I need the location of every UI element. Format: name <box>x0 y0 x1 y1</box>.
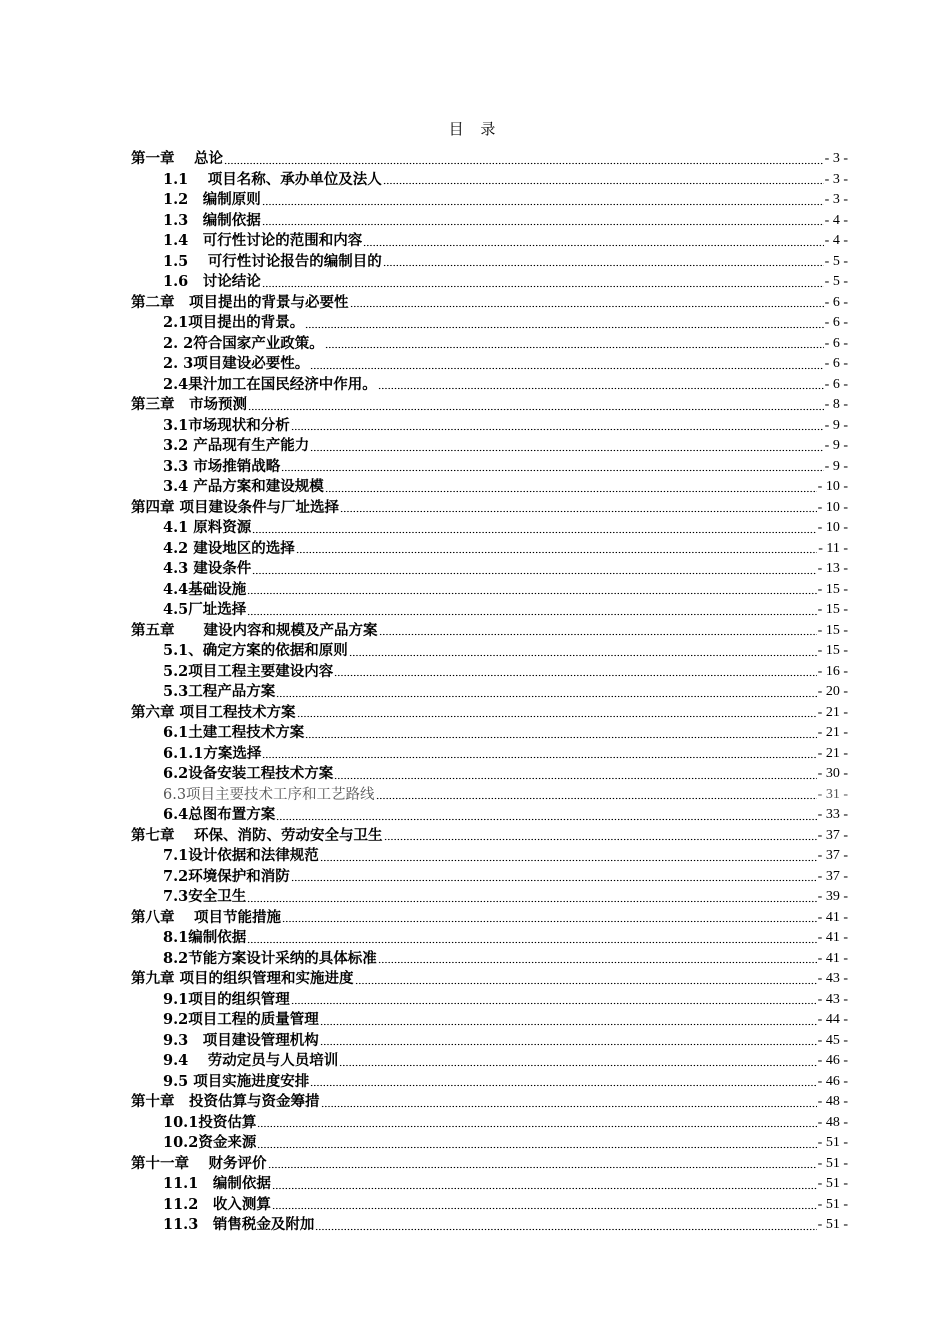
toc-entry-page-number: - 46 - <box>817 1073 848 1089</box>
toc-section-entry[interactable] <box>131 662 848 683</box>
toc-section-entry[interactable] <box>131 580 848 601</box>
toc-entry-title: 1.2 编制原则 <box>163 191 261 208</box>
toc-entry-title: 6.4总图布置方案 <box>163 806 276 823</box>
toc-dot-leader <box>349 654 817 657</box>
toc-section-entry[interactable] <box>131 928 848 949</box>
toc-dot-leader <box>297 715 817 718</box>
toc-entry-title: 7.2环境保护和消防 <box>163 867 290 885</box>
toc-entry-page-number: - 3 - <box>824 151 848 166</box>
toc-section-entry[interactable] <box>131 518 848 539</box>
toc-section-entry[interactable] <box>131 682 848 703</box>
toc-section-entry[interactable] <box>131 477 848 498</box>
toc-section-entry[interactable] <box>131 252 848 273</box>
toc-dot-leader <box>262 756 816 759</box>
toc-dot-leader <box>325 490 817 493</box>
toc-dot-leader <box>257 1146 816 1149</box>
toc-entry-page-number: - 43 - <box>817 971 848 986</box>
toc-entry-title: 5.2项目工程主要建设内容 <box>163 662 334 680</box>
toc-entry-title: 10.2资金来源 <box>163 1134 257 1151</box>
toc-entry-page-number: - 37 - <box>817 868 848 884</box>
toc-dot-leader <box>252 531 816 534</box>
toc-entry-title: 4.1 原料资源 <box>163 519 252 536</box>
toc-entry-title: 2.4果汁加工在国民经济中作用。 <box>163 375 377 393</box>
toc-entry-title: 6.3项目主要技术工序和工艺路线 <box>163 786 375 803</box>
toc-entry-title: 第三章 市场预测 <box>131 396 247 413</box>
toc-entry-page-number: - 31 - <box>817 786 848 802</box>
toc-entry-page-number: - 44 - <box>817 1012 848 1027</box>
toc-entry-page-number: - 21 - <box>817 704 848 720</box>
toc-entry-title: 1.6 讨论结论 <box>163 273 261 290</box>
toc-entry-page-number: - 3 - <box>824 192 848 207</box>
toc-dot-leader <box>262 203 824 206</box>
toc-entry-page-number: - 45 - <box>817 1032 848 1048</box>
toc-section-entry[interactable] <box>131 334 848 355</box>
toc-dot-leader <box>281 469 823 472</box>
toc-entry-title: 第六章 项目工程技术方案 <box>131 703 296 721</box>
toc-entry-title: 4.2 建设地区的选择 <box>163 539 295 557</box>
toc-section-entry[interactable] <box>131 1072 848 1093</box>
toc-section-entry[interactable] <box>131 764 848 785</box>
toc-entry-title: 11.3 销售税金及附加 <box>163 1216 315 1233</box>
toc-dot-leader <box>247 900 816 903</box>
toc-entry-page-number: - 48 - <box>817 1114 848 1130</box>
toc-dot-leader <box>384 838 817 841</box>
toc-dot-leader <box>247 613 816 616</box>
toc-entry-title: 1.5 可行性讨论报告的编制目的 <box>163 252 382 270</box>
toc-dot-leader <box>268 1166 817 1169</box>
toc-section-entry[interactable] <box>131 211 848 232</box>
toc-entry-page-number: - 51 - <box>817 1196 848 1212</box>
toc-chapter-entry[interactable] <box>131 395 848 416</box>
toc-section-entry[interactable] <box>131 375 848 396</box>
toc-dot-leader <box>315 1228 816 1231</box>
toc-chapter-entry[interactable] <box>131 826 848 847</box>
toc-entry-page-number: - 3 - <box>824 171 848 187</box>
toc-section-entry[interactable] <box>131 785 848 806</box>
toc-section-entry[interactable] <box>131 887 848 908</box>
toc-entry-title: 第十一章 财务评价 <box>131 1154 267 1172</box>
toc-entry-title: 4.5厂址选择 <box>163 601 247 618</box>
toc-entry-page-number: - 4 - <box>824 212 848 228</box>
toc-section-entry[interactable] <box>131 416 848 437</box>
toc-entry-title: 8.1编制依据 <box>163 929 247 946</box>
toc-entry-title: 9.4 劳动定员与人员培训 <box>163 1052 339 1069</box>
toc-section-entry[interactable] <box>131 600 848 621</box>
toc-entry-page-number: - 41 - <box>817 909 848 925</box>
toc-section-entry[interactable] <box>131 539 848 560</box>
toc-section-entry[interactable] <box>131 744 848 765</box>
toc-entry-page-number: - 51 - <box>817 1217 848 1232</box>
toc-entry-page-number: - 48 - <box>817 1094 848 1109</box>
toc-section-entry[interactable] <box>131 1195 848 1216</box>
toc-chapter-entry[interactable] <box>131 908 848 929</box>
table-of-contents <box>131 149 848 1236</box>
toc-entry-title: 3.4 产品方案和建设规模 <box>163 478 324 495</box>
toc-entry-page-number: - 41 - <box>817 930 848 945</box>
toc-section-entry[interactable] <box>131 1133 848 1154</box>
toc-entry-title: 2.1项目提出的背景。 <box>163 314 305 331</box>
toc-entry-title: 9.1项目的组织管理 <box>163 990 290 1008</box>
toc-dot-leader <box>310 1084 816 1087</box>
toc-section-entry[interactable] <box>131 354 848 375</box>
toc-entry-title: 1.4 可行性讨论的范围和内容 <box>163 232 363 249</box>
toc-dot-leader <box>340 510 817 513</box>
toc-dot-leader <box>272 1207 817 1210</box>
toc-entry-title: 11.1 编制依据 <box>163 1175 271 1192</box>
toc-entry-title: 第七章 环保、消防、劳动安全与卫生 <box>131 826 383 844</box>
toc-section-entry[interactable] <box>131 1113 848 1134</box>
toc-chapter-entry[interactable] <box>131 1092 848 1113</box>
toc-entry-page-number: - 37 - <box>817 848 848 863</box>
toc-entry-page-number: - 33 - <box>817 807 848 822</box>
toc-entry-page-number: - 30 - <box>817 766 848 781</box>
toc-chapter-entry[interactable] <box>131 703 848 724</box>
toc-entry-title: 2. 3项目建设必要性。 <box>163 355 310 372</box>
toc-entry-title: 4.4基础设施 <box>163 580 247 598</box>
toc-entry-page-number: - 15 - <box>817 643 848 658</box>
toc-section-entry[interactable] <box>131 559 848 580</box>
toc-entry-title: 2. 2符合国家产业政策。 <box>163 334 324 352</box>
toc-entry-page-number: - 41 - <box>817 950 848 966</box>
toc-section-entry[interactable] <box>131 1031 848 1052</box>
toc-entry-title: 3.3 市场推销战略 <box>163 457 281 475</box>
toc-entry-title: 8.2节能方案设计采纳的具体标准 <box>163 949 377 967</box>
toc-dot-leader <box>247 592 816 595</box>
toc-dot-leader <box>310 367 823 370</box>
toc-entry-page-number: - 5 - <box>824 274 848 289</box>
toc-entry-title: 第二章 项目提出的背景与必要性 <box>131 293 349 311</box>
toc-entry-page-number: - 10 - <box>817 520 848 535</box>
toc-chapter-entry[interactable] <box>131 293 848 314</box>
toc-entry-title: 9.3 项目建设管理机构 <box>163 1031 319 1049</box>
toc-entry-title: 6.1.1方案选择 <box>163 744 262 762</box>
toc-entry-page-number: - 37 - <box>817 827 848 843</box>
toc-entry-title: 10.1投资估算 <box>163 1113 257 1131</box>
toc-entry-title: 第九章 项目的组织管理和实施进度 <box>131 970 354 987</box>
toc-section-entry[interactable] <box>131 846 848 867</box>
toc-entry-title: 1.3 编制依据 <box>163 211 261 229</box>
toc-section-entry[interactable] <box>131 1174 848 1195</box>
toc-dot-leader <box>376 797 817 800</box>
toc-entry-page-number: - 15 - <box>817 581 848 597</box>
toc-dot-leader <box>291 1002 817 1005</box>
toc-entry-title: 7.1设计依据和法律规范 <box>163 847 319 864</box>
toc-entry-title: 6.2设备安装工程技术方案 <box>163 765 334 782</box>
toc-entry-title: 4.3 建设条件 <box>163 560 252 577</box>
toc-section-entry[interactable] <box>131 1051 848 1072</box>
toc-entry-title: 5.3工程产品方案 <box>163 683 276 700</box>
toc-dot-leader <box>383 182 824 185</box>
toc-dot-leader <box>262 285 824 288</box>
toc-entry-title: 11.2 收入测算 <box>163 1195 271 1213</box>
toc-entry-page-number: - 10 - <box>817 499 848 515</box>
toc-entry-page-number: - 39 - <box>817 889 848 904</box>
toc-entry-title: 7.3安全卫生 <box>163 888 247 905</box>
toc-dot-leader <box>363 244 823 247</box>
toc-entry-page-number: - 46 - <box>817 1053 848 1068</box>
toc-section-entry[interactable] <box>131 231 848 252</box>
toc-dot-leader <box>248 408 824 411</box>
toc-dot-leader <box>334 674 816 677</box>
toc-entry-page-number: - 10 - <box>817 479 848 494</box>
toc-entry-title: 3.1市场现状和分析 <box>163 416 290 434</box>
toc-dot-leader <box>350 305 824 308</box>
toc-entry-page-number: - 4 - <box>824 233 848 248</box>
toc-entry-page-number: - 5 - <box>824 253 848 269</box>
toc-entry-page-number: - 21 - <box>817 745 848 761</box>
toc-dot-leader <box>305 736 816 739</box>
toc-dot-leader <box>276 818 816 821</box>
toc-section-entry[interactable] <box>131 1010 848 1031</box>
toc-entry-page-number: - 6 - <box>824 356 848 371</box>
toc-entry-page-number: - 9 - <box>824 458 848 474</box>
toc-section-entry[interactable] <box>131 805 848 826</box>
toc-entry-page-number: - 51 - <box>817 1176 848 1191</box>
toc-entry-page-number: - 9 - <box>824 438 848 453</box>
toc-entry-page-number: - 21 - <box>817 725 848 740</box>
toc-dot-leader <box>320 1023 817 1026</box>
toc-dot-leader <box>257 1125 816 1128</box>
toc-entry-title: 第四章 项目建设条件与厂址选择 <box>131 498 340 516</box>
toc-entry-title: 3.2 产品现有生产能力 <box>163 437 310 454</box>
toc-section-entry[interactable] <box>131 313 848 334</box>
toc-entry-page-number: - 6 - <box>824 376 848 392</box>
toc-section-entry[interactable] <box>131 272 848 293</box>
toc-section-entry[interactable] <box>131 990 848 1011</box>
toc-entry-page-number: - 13 - <box>817 561 848 576</box>
toc-section-entry[interactable] <box>131 949 848 970</box>
toc-entry-page-number: - 51 - <box>817 1135 848 1150</box>
toc-entry-page-number: - 6 - <box>824 294 848 310</box>
toc-entry-page-number: - 15 - <box>817 602 848 617</box>
toc-section-entry[interactable] <box>131 641 848 662</box>
toc-entry-title: 9.2项目工程的质量管理 <box>163 1011 319 1028</box>
toc-dot-leader <box>291 428 824 431</box>
toc-section-entry[interactable] <box>131 867 848 888</box>
toc-entry-page-number: - 11 - <box>818 540 848 556</box>
toc-dot-leader <box>224 162 824 165</box>
toc-entry-title: 1.1 项目名称、承办单位及法人 <box>163 170 382 188</box>
toc-dot-leader <box>247 941 816 944</box>
toc-section-entry[interactable] <box>131 190 848 211</box>
toc-dot-leader <box>378 387 824 390</box>
toc-entry-page-number: - 16 - <box>817 663 848 679</box>
toc-dot-leader <box>383 264 824 267</box>
toc-entry-page-number: - 6 - <box>824 335 848 351</box>
toc-dot-leader <box>321 1105 817 1108</box>
toc-dot-leader <box>339 1064 816 1067</box>
toc-section-entry[interactable] <box>131 1215 848 1236</box>
toc-dot-leader <box>379 633 817 636</box>
toc-entry-title: 6.1土建工程技术方案 <box>163 724 305 741</box>
toc-chapter-entry[interactable] <box>131 149 848 170</box>
toc-dot-leader <box>282 920 817 923</box>
toc-section-entry[interactable] <box>131 436 848 457</box>
toc-entry-page-number: - 15 - <box>817 622 848 638</box>
toc-dot-leader <box>272 1187 817 1190</box>
toc-dot-leader <box>262 223 824 226</box>
toc-dot-leader <box>296 551 817 554</box>
toc-chapter-entry[interactable] <box>131 969 848 990</box>
toc-dot-leader <box>252 572 816 575</box>
toc-dot-leader <box>320 859 817 862</box>
toc-chapter-entry[interactable] <box>131 1154 848 1175</box>
toc-entry-title: 9.5 项目实施进度安排 <box>163 1072 310 1090</box>
toc-section-entry[interactable] <box>131 457 848 478</box>
toc-dot-leader <box>320 1043 817 1046</box>
toc-dot-leader <box>378 961 817 964</box>
toc-section-entry[interactable] <box>131 723 848 744</box>
toc-entry-title: 第一章 总论 <box>131 150 224 167</box>
toc-dot-leader <box>276 695 816 698</box>
toc-dot-leader <box>291 879 817 882</box>
toc-entry-page-number: - 43 - <box>817 991 848 1007</box>
toc-chapter-entry[interactable] <box>131 498 848 519</box>
toc-entry-page-number: - 8 - <box>824 397 848 412</box>
toc-entry-page-number: - 20 - <box>817 684 848 699</box>
toc-dot-leader <box>305 326 823 329</box>
toc-entry-title: 5.1、确定方案的依据和原则 <box>163 642 348 659</box>
toc-entry-title: 第八章 项目节能措施 <box>131 908 282 926</box>
toc-dot-leader <box>334 777 816 780</box>
toc-entry-title: 第十章 投资估算与资金筹措 <box>131 1093 320 1110</box>
toc-chapter-entry[interactable] <box>131 621 848 642</box>
toc-dot-leader <box>310 449 823 452</box>
toc-entry-page-number: - 6 - <box>824 315 848 330</box>
page-title: 目 录 <box>448 120 502 138</box>
toc-entry-title: 第五章 建设内容和规模及产品方案 <box>131 621 378 639</box>
toc-entry-page-number: - 9 - <box>824 417 848 433</box>
toc-section-entry[interactable] <box>131 170 848 191</box>
toc-entry-page-number: - 51 - <box>817 1155 848 1171</box>
toc-dot-leader <box>325 346 824 349</box>
toc-dot-leader <box>355 982 817 985</box>
